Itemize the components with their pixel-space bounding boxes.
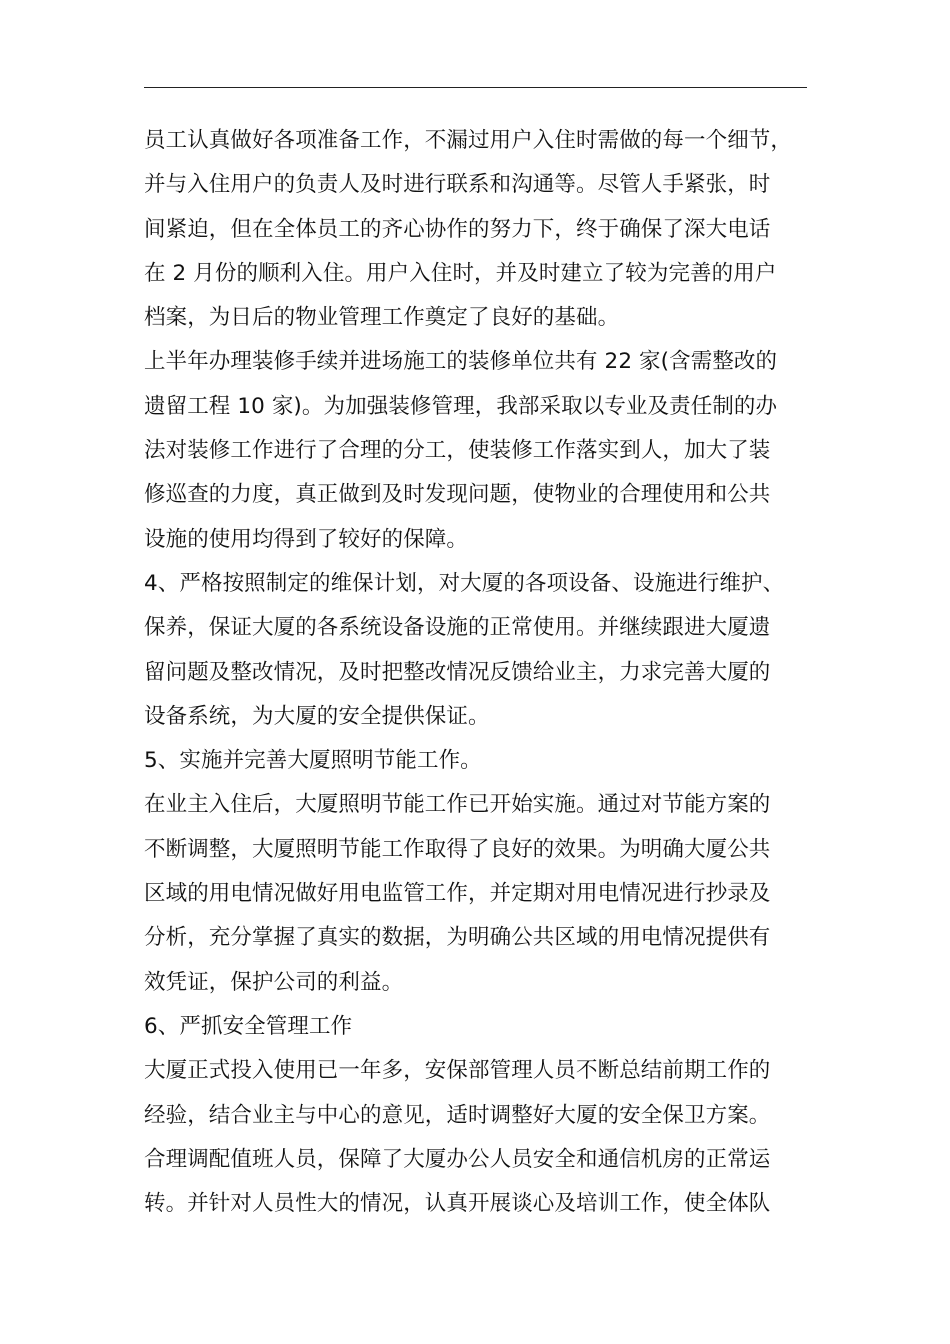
text-line: 合理调配值班人员，保障了大厦办公人员安全和通信机房的正常运	[144, 1146, 771, 1172]
text-line: 法对装修工作进行了合理的分工，使装修工作落实到人，加大了装	[144, 438, 771, 464]
text-line: 修巡查的力度，真正做到及时发现问题，使物业的合理使用和公共	[144, 482, 771, 508]
text-line: 经验，结合业主与中心的意见，适时调整好大厦的安全保卫方案。	[144, 1102, 771, 1128]
text-line: 设备系统，为大厦的安全提供保证。	[144, 703, 490, 729]
text-line: 4、严格按照制定的维保计划，对大厦的各项设备、设施进行维护、	[144, 570, 785, 596]
text-line: 保养，保证大厦的各系统设备设施的正常使用。并继续跟进大厦遗	[144, 615, 771, 641]
text-line: 效凭证，保护公司的利益。	[144, 969, 404, 995]
text-line: 设施的使用均得到了较好的保障。	[144, 526, 469, 552]
text-line: 5、实施并完善大厦照明节能工作。	[144, 748, 482, 774]
text-line: 遗留工程 10 家)。为加强装修管理，我部采取以专业及责任制的办	[144, 393, 778, 419]
text-line: 员工认真做好各项准备工作，不漏过用户入住时需做的每一个细节，	[144, 128, 793, 153]
text-line: 在业主入住后，大厦照明节能工作已开始实施。通过对节能方案的	[144, 792, 771, 818]
text-line: 留问题及整改情况，及时把整改情况反馈给业主，力求完善大厦的	[144, 659, 771, 685]
text-line: 不断调整，大厦照明节能工作取得了良好的效果。为明确大厦公共	[144, 836, 771, 862]
header-rule	[144, 87, 807, 88]
text-line: 在 2 月份的顺利入住。用户入住时，并及时建立了较为完善的用户	[144, 260, 777, 286]
document-body	[144, 119, 808, 1226]
text-line: 分析，充分掌握了真实的数据，为明确公共区域的用电情况提供有	[144, 925, 771, 951]
text-line: 间紧迫，但在全体员工的齐心协作的努力下，终于确保了深大电话	[144, 216, 771, 242]
text-line: 大厦正式投入使用已一年多，安保部管理人员不断总结前期工作的	[144, 1058, 771, 1084]
text-line: 并与入住用户的负责人及时进行联系和沟通等。尽管人手紧张，时	[144, 172, 771, 198]
text-line: 档案，为日后的物业管理工作奠定了良好的基础。	[144, 305, 620, 331]
text-line: 上半年办理装修手续并进场施工的装修单位共有 22 家(含需整改的	[144, 349, 778, 375]
text-line: 区域的用电情况做好用电监管工作，并定期对用电情况进行抄录及	[144, 881, 771, 907]
text-line: 转。并针对人员性大的情况，认真开展谈心及培训工作，使全体队	[144, 1191, 771, 1217]
text-line: 6、严抓安全管理工作	[144, 1013, 353, 1039]
